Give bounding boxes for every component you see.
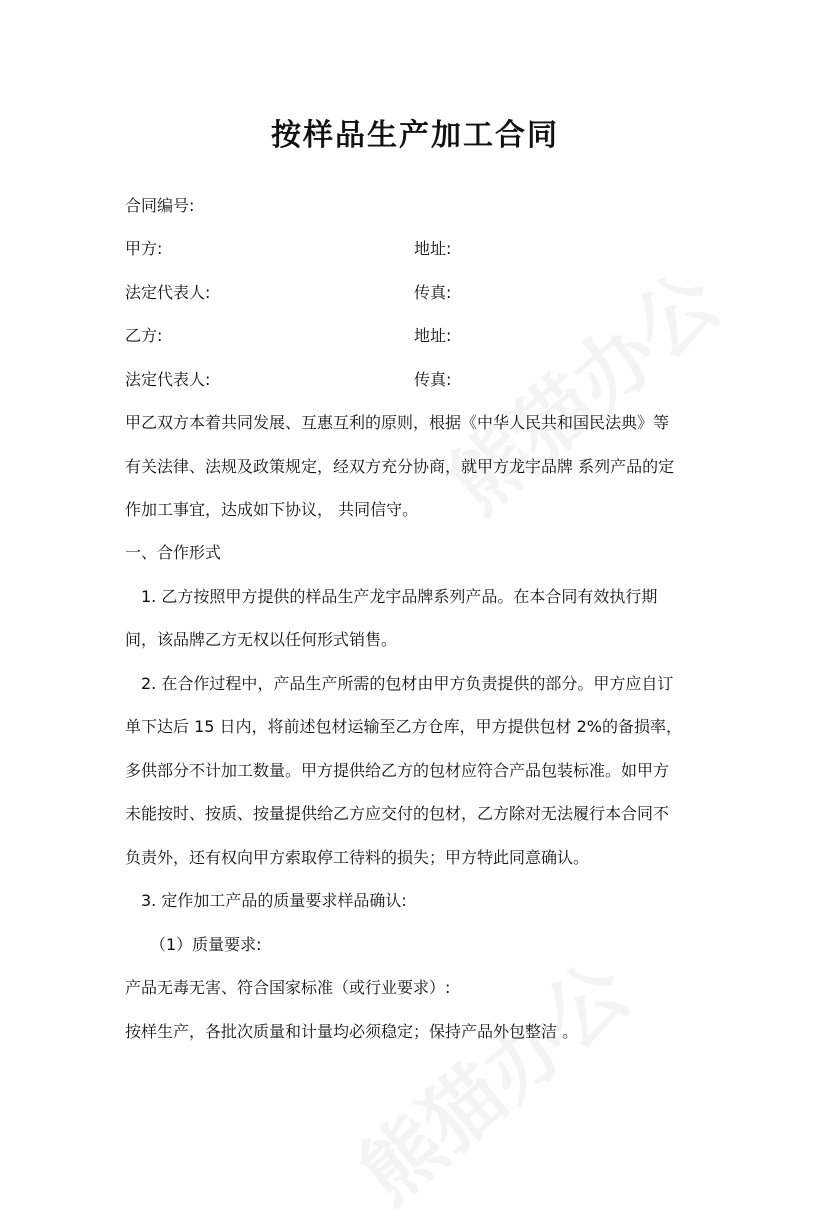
intro-paragraph-line: 甲乙双方本着共同发展、互惠互利的原则，根据《中华人民共和国民法典》等 (125, 413, 670, 432)
party-a-representative-label: 法定代表人: (125, 283, 211, 302)
page-title: 按样品生产加工合同 (271, 118, 559, 153)
quality-requirement-line: 按样生产，各批次质量和计量均必须稳定；保持产品外包整洁 。 (125, 1022, 579, 1041)
contract-number-label: 合同编号: (125, 196, 195, 215)
section-heading: 一、合作形式 (125, 543, 222, 562)
intro-paragraph-line: 作加工事宜，达成如下协议， 共同信守。 (125, 500, 419, 519)
intro-paragraph-line: 有关法律、法规及政策规定，经双方充分协商，就甲方龙宇品牌 系列产品的定 (125, 457, 675, 476)
clause-line: 单下达后 15 日内，将前述包材运输至乙方仓库，甲方提供包材 2%的备损率， (125, 717, 683, 736)
clause-line: 负责外，还有权向甲方索取停工待料的损失；甲方特此同意确认。 (125, 848, 590, 867)
party-b-representative-label: 法定代表人: (125, 370, 211, 389)
quality-requirement-line: 产品无毒无害、符合国家标准（或行业要求）: (125, 978, 451, 997)
clause-line: 2. 在合作过程中，产品生产所需的包材由甲方负责提供的部分。甲方应自订 (141, 674, 674, 693)
clause-line: 间，该品牌乙方无权以任何形式销售。 (125, 630, 398, 649)
party-a-label: 甲方: (125, 239, 163, 258)
clause-line: 3. 定作加工产品的质量要求样品确认: (141, 891, 407, 910)
clause-line: 未能按时、按质、按量提供给乙方应交付的包材，乙方除对无法履行本合同不 (125, 804, 670, 823)
party-b-address-label: 地址: (414, 326, 452, 345)
party-a-address-label: 地址: (414, 239, 452, 258)
subclause-heading: （1）质量要求: (150, 935, 262, 954)
party-a-fax-label: 传真: (414, 283, 452, 302)
watermark (420, 241, 739, 535)
clause-line: 1. 乙方按照甲方提供的样品生产龙宇品牌系列产品。在本合同有效执行期 (141, 587, 658, 606)
party-b-fax-label: 传真: (414, 370, 452, 389)
party-b-label: 乙方: (125, 326, 163, 345)
clause-line: 多供部分不计加工数量。甲方提供给乙方的包材应符合产品包装标准。如甲方 (125, 761, 670, 780)
